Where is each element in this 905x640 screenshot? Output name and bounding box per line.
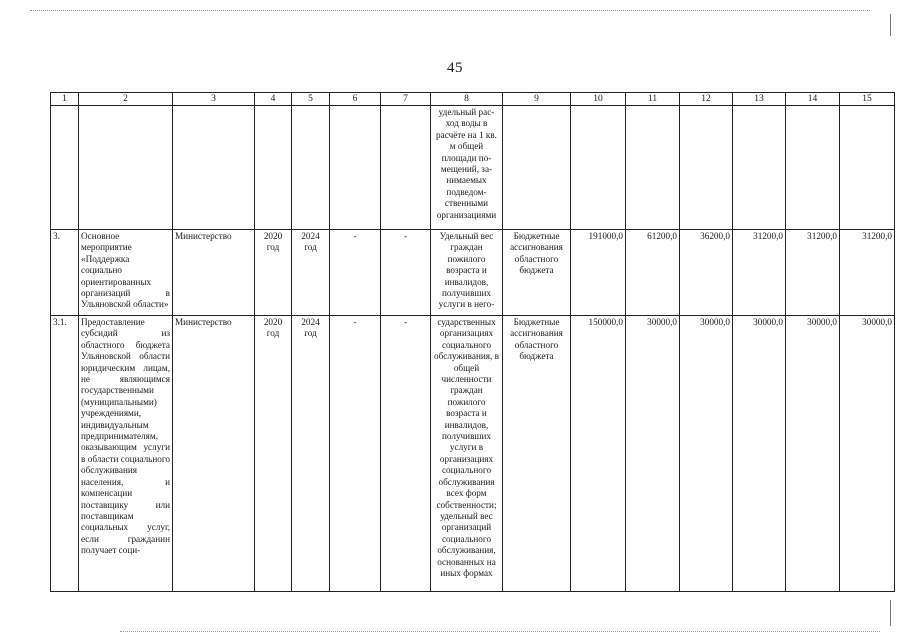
column-number: 8 <box>431 93 503 106</box>
row-number: 3.1. <box>51 316 79 592</box>
start-year: 2020 год <box>255 230 292 316</box>
column-number: 7 <box>381 93 431 106</box>
indicator-cell: сударственных организациях социального обслуживания, в общей численности граждан пожилого возраста и инвалидов, получивших услуги в организациях социального обслуживания всех форм собственности; удельный вес организаций социального обслуживания, основанных на иных формах <box>431 316 503 592</box>
column-number: 5 <box>292 93 330 106</box>
page-number: 45 <box>447 60 463 76</box>
total-amount: 191000,0 <box>571 230 626 316</box>
column-number: 6 <box>330 93 381 106</box>
table-row <box>51 230 895 316</box>
column-number-row <box>51 93 895 106</box>
col7-cell: - <box>381 316 431 592</box>
activity-name: Основное мероприятие «Поддержка социально ориентированных организаций в Ульяновской области» <box>79 230 173 316</box>
funding-source: Бюджетные ассигнования областного бюджета <box>503 316 571 592</box>
start-year: 2020 год <box>255 316 292 592</box>
executor-cell: Министерство <box>173 316 255 592</box>
column-number: 11 <box>626 93 680 106</box>
program-table <box>50 92 895 592</box>
column-number: 2 <box>79 93 173 106</box>
amount-2023: 30000,0 <box>786 316 840 592</box>
column-number: 14 <box>786 93 840 106</box>
column-number: 9 <box>503 93 571 106</box>
amount-2023: 31200,0 <box>786 230 840 316</box>
scan-edge-mark-top <box>890 14 891 36</box>
amount-2020: 61200,0 <box>626 230 680 316</box>
amount-2024: 31200,0 <box>840 230 895 316</box>
scan-artifact-top <box>30 10 870 11</box>
end-year: 2024 год <box>292 230 330 316</box>
indicator-cell: Удельный вес граждан пожилого возраста и инвалидов, получивших услуги в него- <box>431 230 503 316</box>
amount-2021: 36200,0 <box>680 230 733 316</box>
scan-edge-mark-bottom <box>890 600 891 626</box>
col7-cell: - <box>381 230 431 316</box>
amount-2021: 30000,0 <box>680 316 733 592</box>
row-number: 3. <box>51 230 79 316</box>
activity-name: Предоставление субсидий из областного бюджета Ульяновской области юридическим лицам, не являющимся государственными (муниципальными) учреждениями, индивидуальным предпринимателям, оказывающим услуги в области социального обслуживания населения, и компенсации поставщику или поставщикам социальных услуг, если гражданин получает соци- <box>79 316 173 592</box>
indicator-cell: удельный рас-ход воды в расчёте на 1 кв. м общей площади по-мещений, за-нимаемых подведом-ственными организациями <box>431 106 503 230</box>
column-number: 1 <box>51 93 79 106</box>
column-number: 3 <box>173 93 255 106</box>
column-number: 10 <box>571 93 626 106</box>
col6-cell: - <box>330 316 381 592</box>
amount-2022: 31200,0 <box>733 230 786 316</box>
executor-cell: Министерство <box>173 230 255 316</box>
column-number: 15 <box>840 93 895 106</box>
column-number: 4 <box>255 93 292 106</box>
table-row <box>51 316 895 592</box>
col6-cell: - <box>330 230 381 316</box>
column-number: 13 <box>733 93 786 106</box>
amount-2020: 30000,0 <box>626 316 680 592</box>
amount-2024: 30000,0 <box>840 316 895 592</box>
column-number: 12 <box>680 93 733 106</box>
scan-artifact-bottom <box>120 631 880 632</box>
end-year: 2024 год <box>292 316 330 592</box>
funding-source: Бюджетные ассигнования областного бюджета <box>503 230 571 316</box>
amount-2022: 30000,0 <box>733 316 786 592</box>
total-amount: 150000,0 <box>571 316 626 592</box>
continuation-row <box>51 106 895 230</box>
